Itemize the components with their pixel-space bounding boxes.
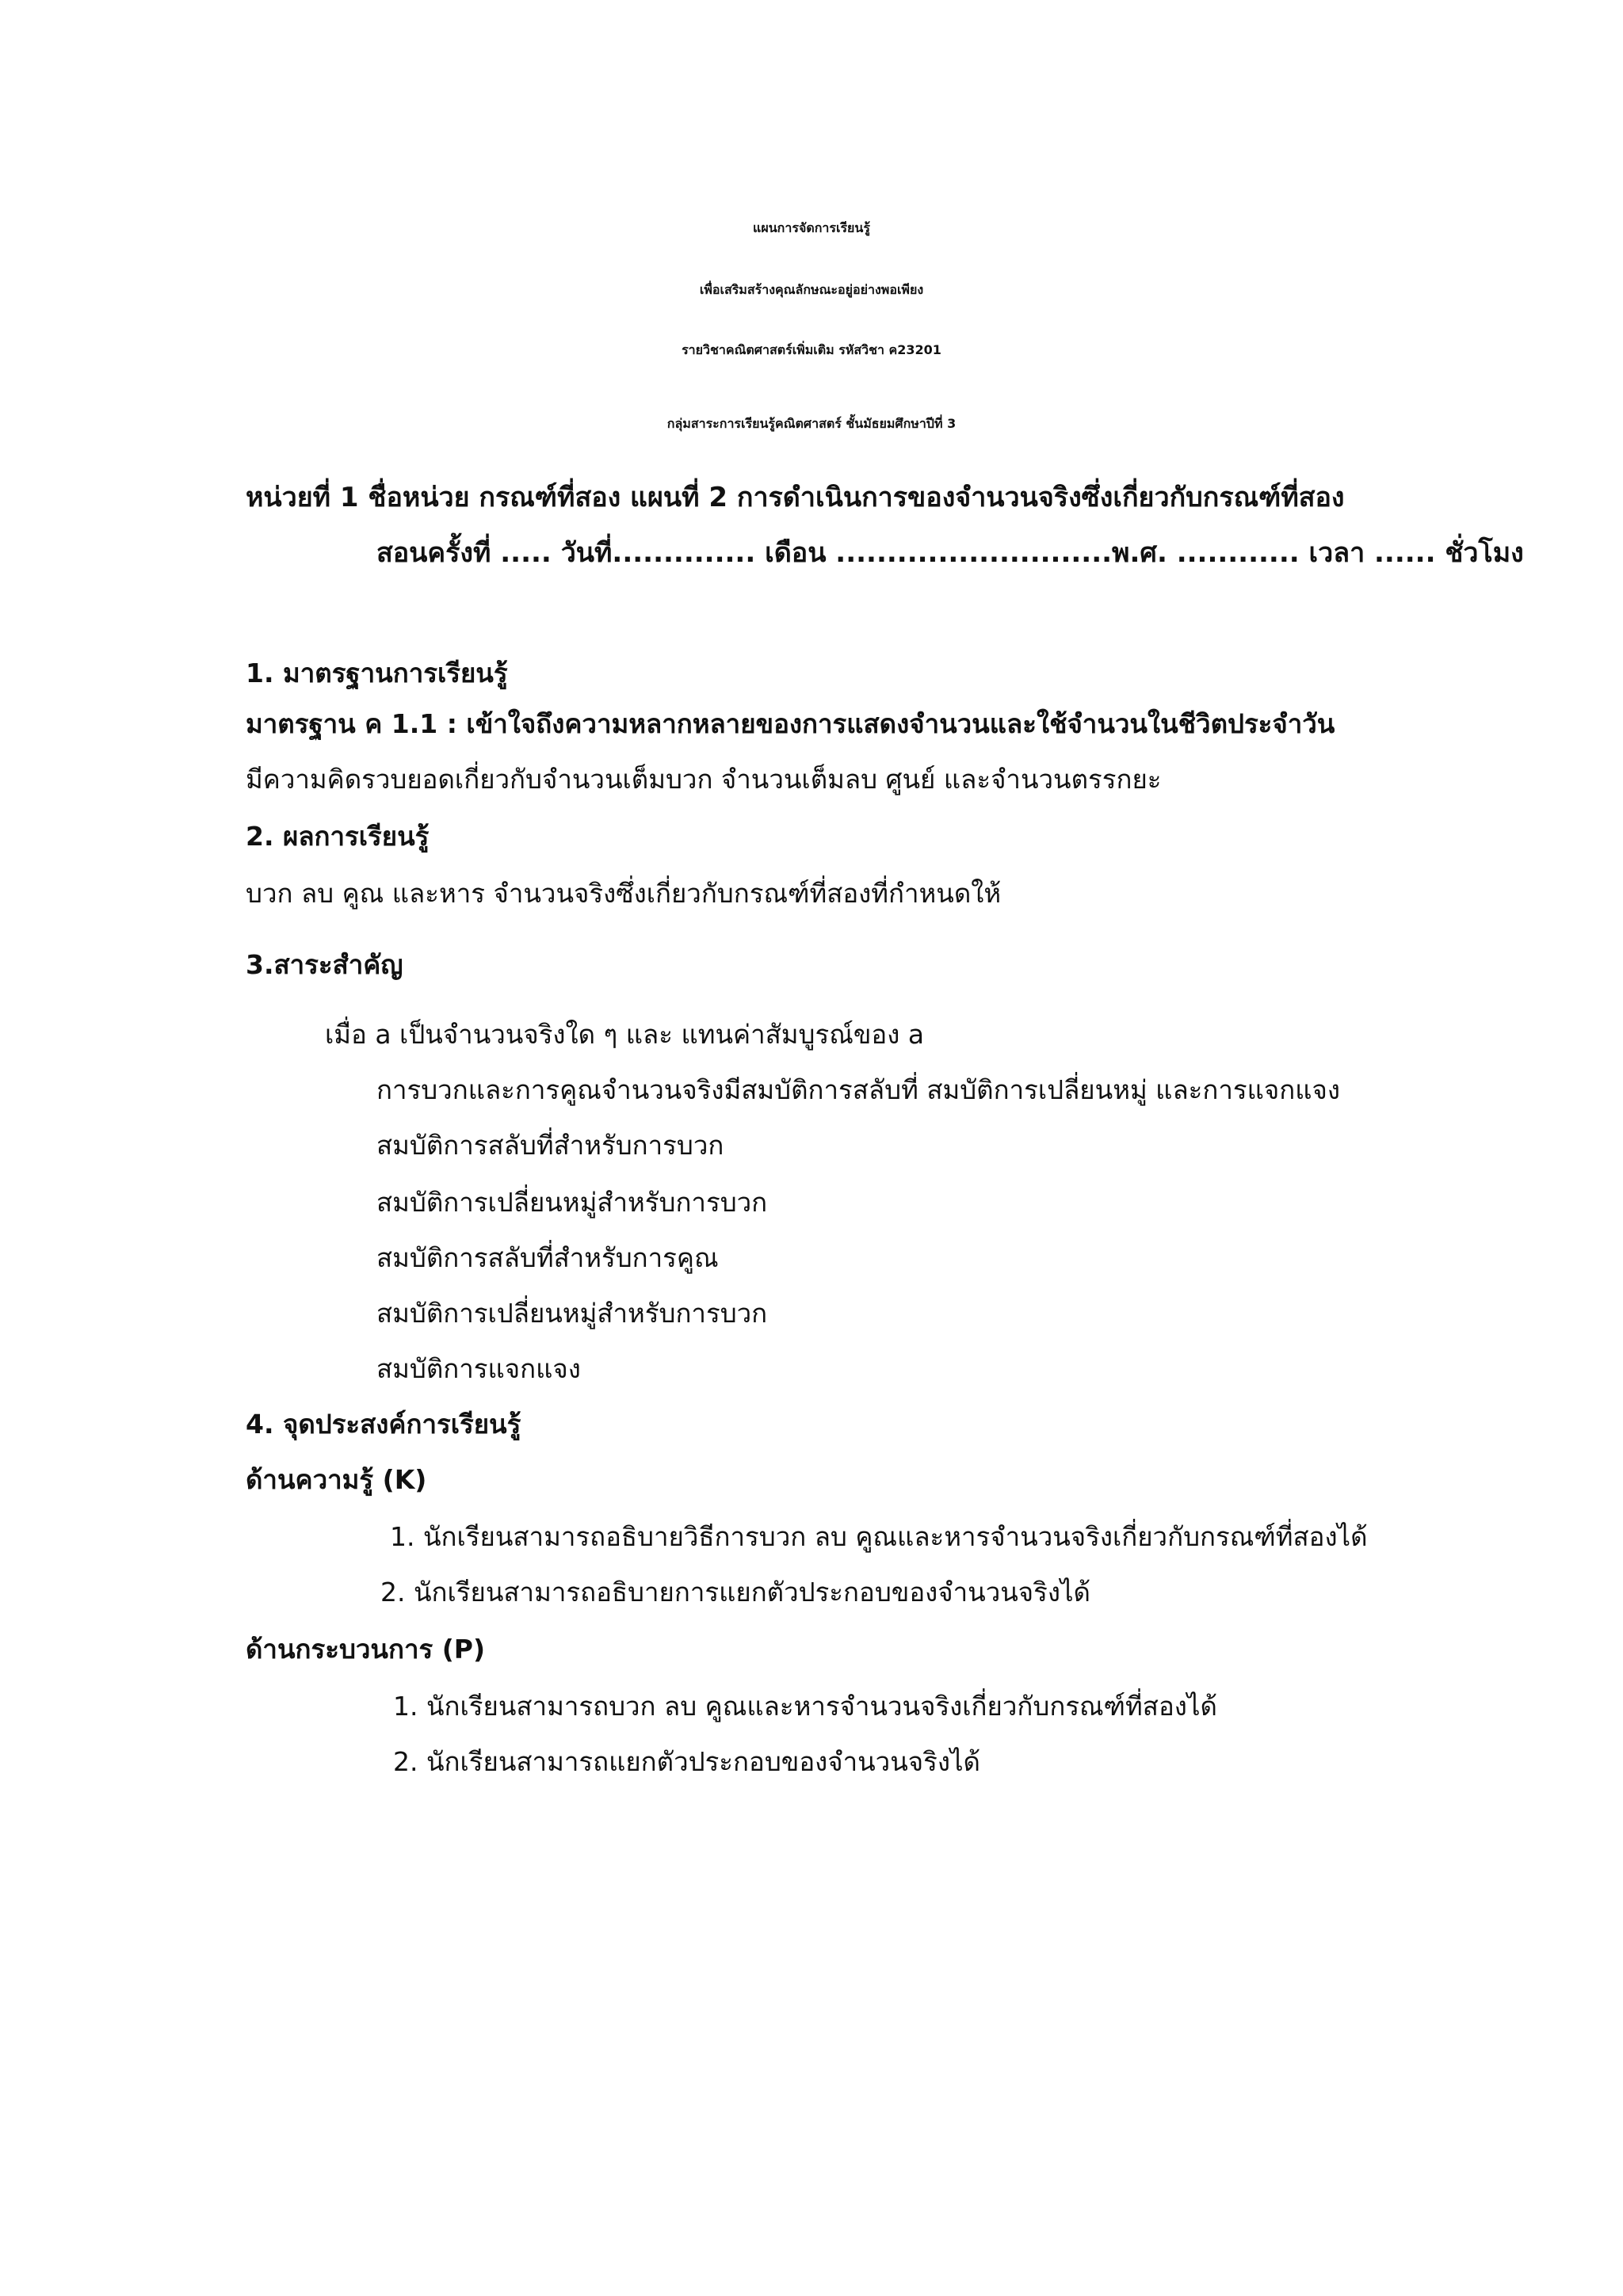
- process-objective: 2. นักเรียนสามารถแยกตัวประกอบของจำนวนจริงได้: [393, 1746, 980, 1777]
- unit-line: หน่วยที่ 1 ชื่อหน่วย กรณฑ์ที่สอง แผนที่ 2 การดำเนินการของจำนวนจริงซึ่งเกี่ยวกับกรณฑ์ที่สอง: [246, 482, 1345, 513]
- course-line: รายวิชาคณิตศาสตร์เพิ่มเติม รหัสวิชา ค23201: [682, 342, 941, 357]
- document-subtitle: เพื่อเสริมสร้างคุณลักษณะอยู่อย่างพอเพียง: [699, 282, 924, 297]
- key-concept-item: สมบัติการสลับที่สำหรับการคูณ: [376, 1242, 719, 1273]
- schedule-line: สอนครั้งที่ ..... วันที่.............. เดือน ...........................พ.ศ. ............ เวลา ...... ชั่วโมง: [376, 537, 1524, 569]
- knowledge-objective: 1. นักเรียนสามารถอธิบายวิธีการบวก ลบ คูณและหารจำนวนจริงเกี่ยวกับกรณฑ์ที่สองได้: [390, 1521, 1368, 1552]
- knowledge-heading: ด้านความรู้ (K): [246, 1464, 427, 1495]
- process-heading: ด้านกระบวนการ (P): [246, 1634, 486, 1665]
- standard-description: มีความคิดรวบยอดเกี่ยวกับจำนวนเต็มบวก จำนวนเต็มลบ ศูนย์ และจำนวนตรรกยะ: [246, 764, 1162, 795]
- key-concept-item: สมบัติการเปลี่ยนหมู่สำหรับการบวก: [376, 1187, 768, 1218]
- section-3-heading: 3.สาระสำคัญ: [246, 949, 403, 980]
- knowledge-objective: 2. นักเรียนสามารถอธิบายการแยกตัวประกอบของจำนวนจริงได้: [380, 1577, 1090, 1608]
- section-2-heading: 2. ผลการเรียนรู้: [246, 821, 430, 852]
- key-concept-item: สมบัติการเปลี่ยนหมู่สำหรับการบวก: [376, 1298, 768, 1329]
- process-objective: 1. นักเรียนสามารถบวก ลบ คูณและหารจำนวนจริงเกี่ยวกับกรณฑ์ที่สองได้: [393, 1691, 1217, 1722]
- section-4-heading: 4. จุดประสงค์การเรียนรู้: [246, 1409, 521, 1440]
- key-concept-item: สมบัติการสลับที่สำหรับการบวก: [376, 1130, 724, 1161]
- document-title: แผนการจัดการเรียนรู้: [753, 220, 870, 235]
- learning-outcome: บวก ลบ คูณ และหาร จำนวนจริงซึ่งเกี่ยวกับกรณฑ์ที่สองที่กำหนดให้: [246, 878, 1002, 909]
- key-concept-intro: เมื่อ a เป็นจำนวนจริงใด ๆ และ แทนค่าสัมบูรณ์ของ a: [325, 1019, 925, 1050]
- standard-line: มาตรฐาน ค 1.1 : เข้าใจถึงความหลากหลายของการแสดงจำนวนและใช้จำนวนในชีวิตประจำวัน: [246, 708, 1335, 739]
- subject-group-line: กลุ่มสาระการเรียนรู้คณิตศาสตร์ ชั้นมัธยมศึกษาปีที่ 3: [666, 416, 957, 431]
- key-concept-item: การบวกและการคูณจำนวนจริงมีสมบัติการสลับที่ สมบัติการเปลี่ยนหมู่ และการแจกแจง: [376, 1074, 1340, 1105]
- key-concept-item: สมบัติการแจกแจง: [376, 1353, 581, 1384]
- section-1-heading: 1. มาตรฐานการเรียนรู้: [246, 658, 508, 688]
